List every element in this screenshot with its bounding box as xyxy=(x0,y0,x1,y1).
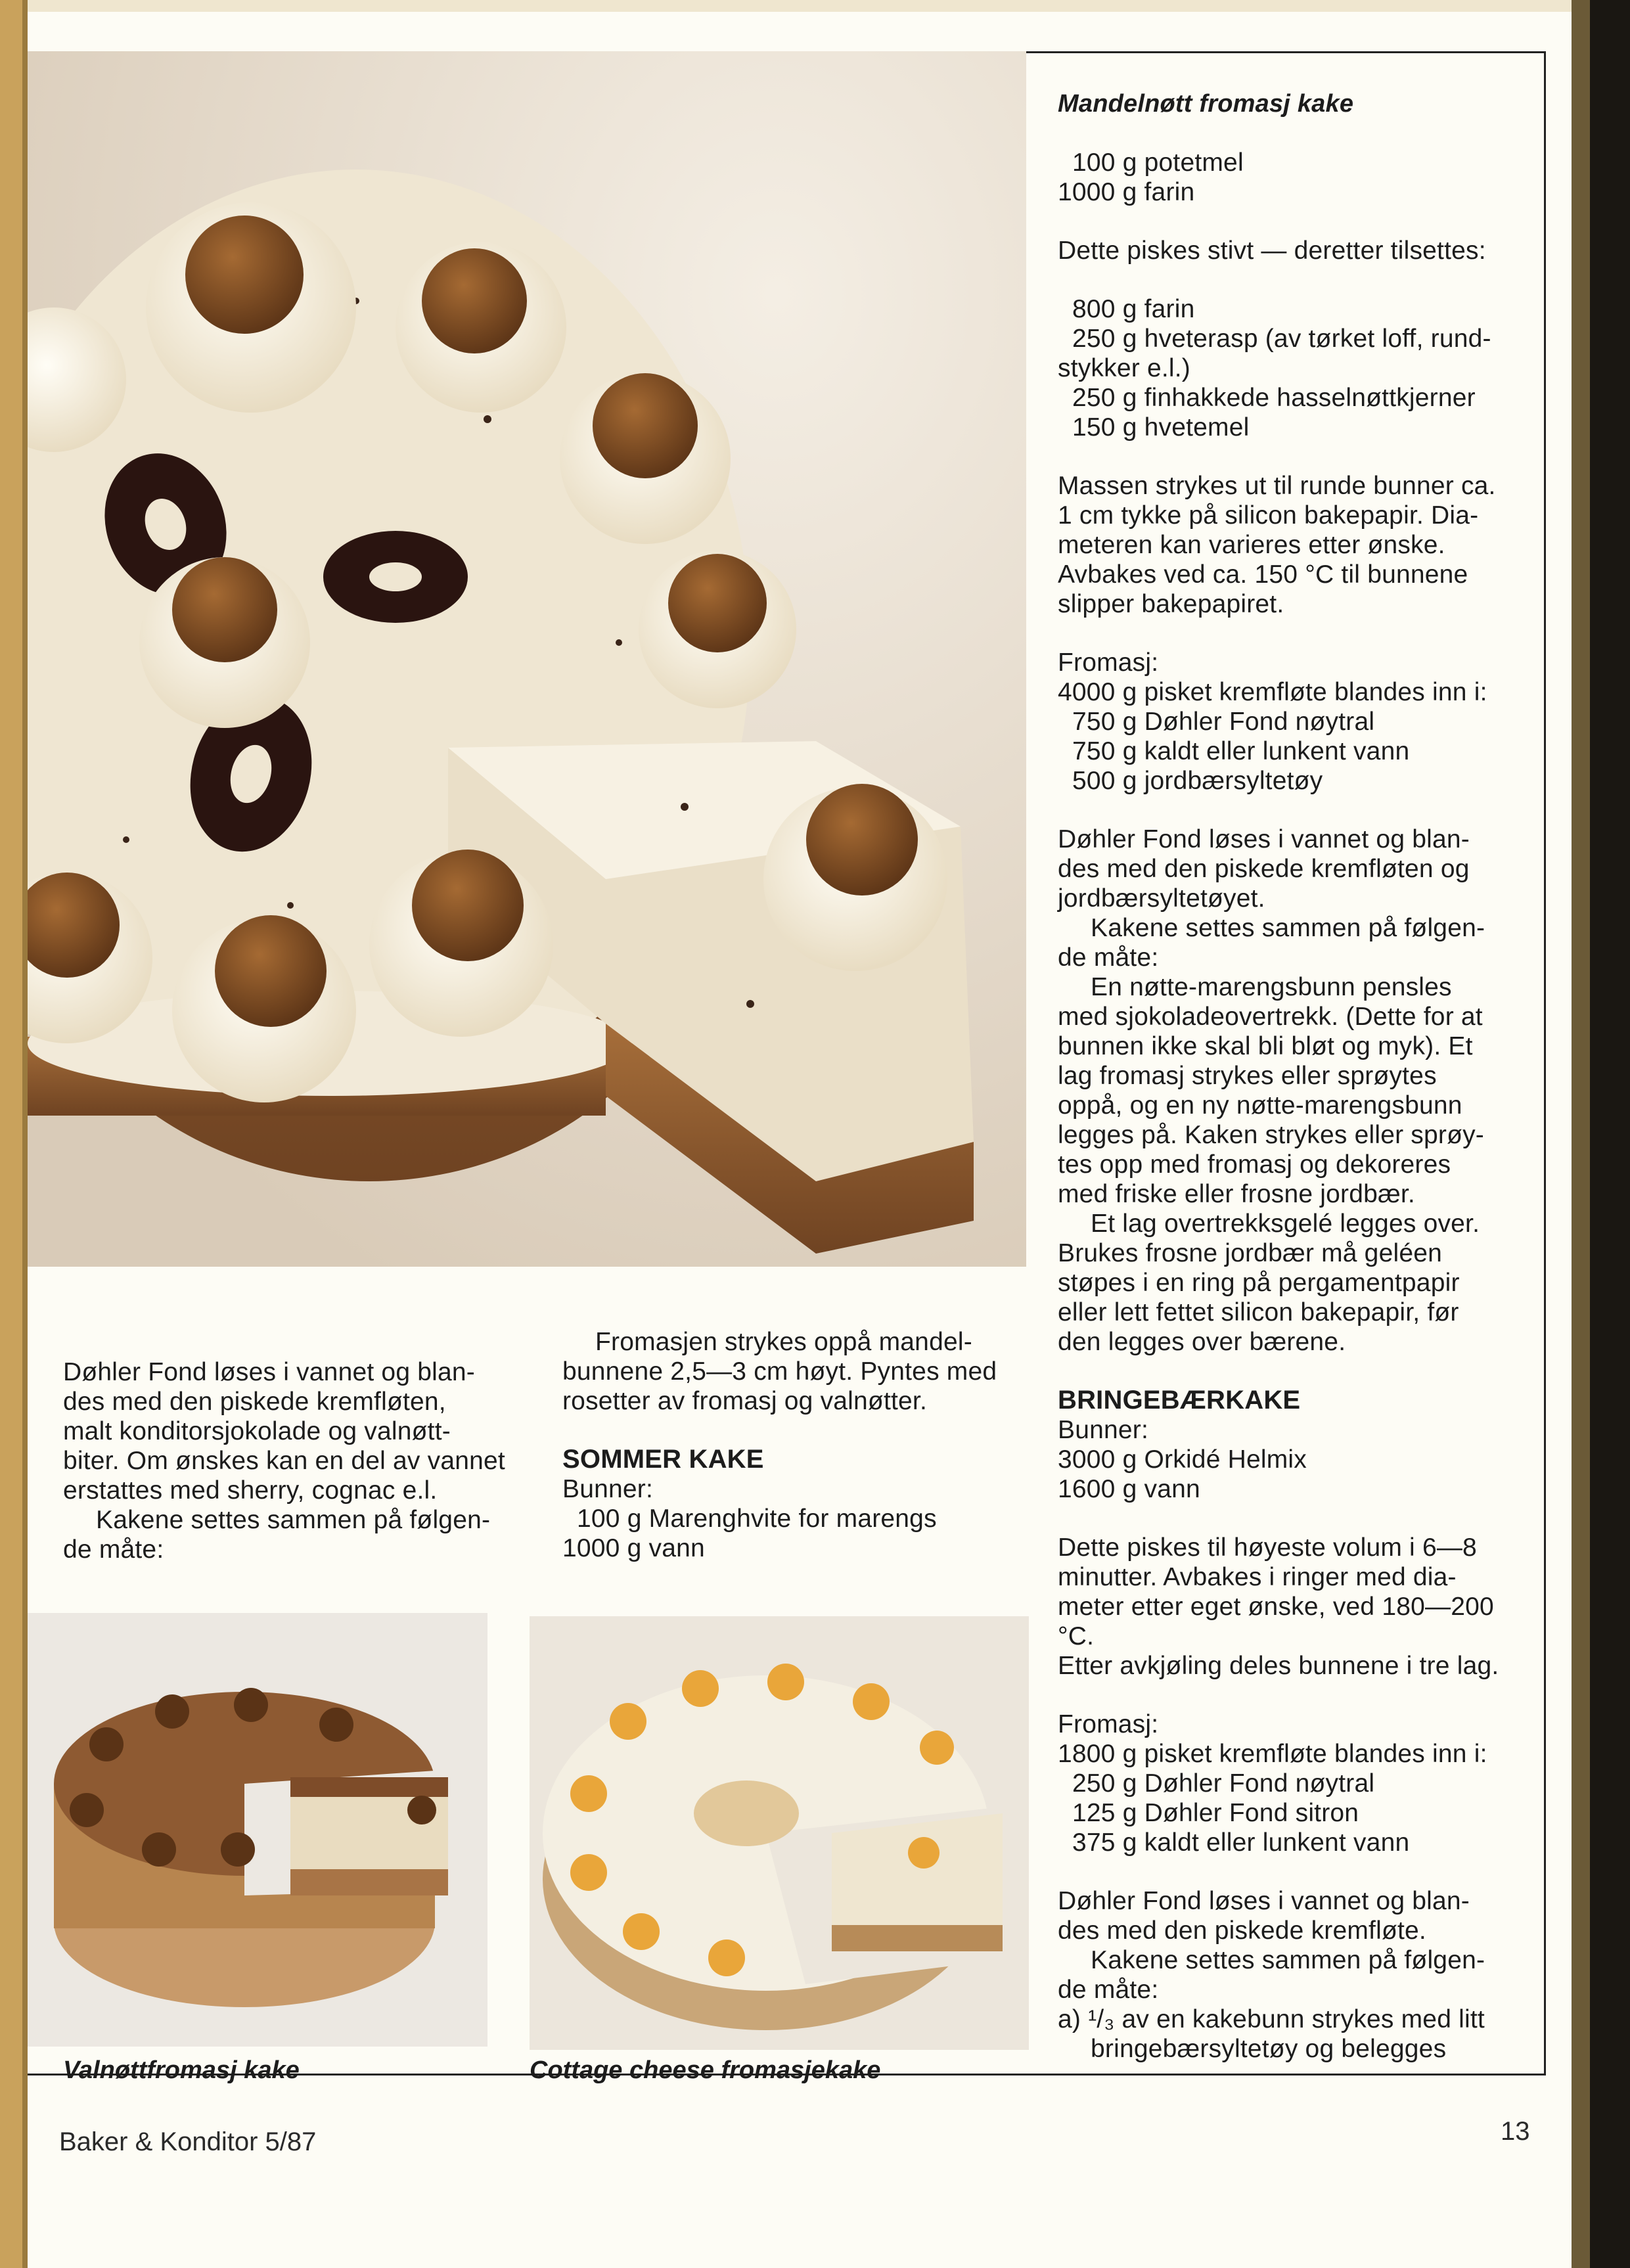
paragraph-line: Kakene settes sammen på følgen- xyxy=(1091,914,1485,942)
footer-publication: Baker & Konditor 5/87 xyxy=(59,2127,317,2156)
ingredient-line: stykker e.l.) xyxy=(1058,354,1190,382)
paragraph-line: Døhler Fond løses i vannet og blan- xyxy=(1058,1887,1470,1915)
caption-cottage-cheese: Cottage cheese fromasjekake xyxy=(530,2056,881,2084)
paragraph-line: malt konditorsjokolade og valnøtt- xyxy=(63,1417,451,1445)
caption-valnott: Valnøttfromasj kake xyxy=(63,2056,300,2084)
left-column xyxy=(63,1357,530,1564)
ingredient-line: 250 g finhakkede hasselnøttkjerner xyxy=(1072,384,1476,412)
paragraph-line: den legges over bærene. xyxy=(1058,1328,1346,1356)
paragraph-line: bunnen ikke skal bli bløt og myk). Et xyxy=(1058,1032,1473,1060)
paragraph-line: legges på. Kaken strykes eller sprøy- xyxy=(1058,1121,1484,1149)
paragraph-line: minutter. Avbakes i ringer med dia- xyxy=(1058,1563,1457,1591)
bunner-label: Bunner: xyxy=(562,1475,653,1503)
paragraph-line: meter etter eget ønske, ved 180—200 xyxy=(1058,1593,1494,1621)
fromasj-label: Fromasj: xyxy=(1058,1710,1159,1738)
ingredient-line: 750 g Døhler Fond nøytral xyxy=(1072,708,1375,736)
ingredient-line: 375 g kaldt eller lunkent vann xyxy=(1072,1828,1410,1857)
paragraph-line: de måte: xyxy=(63,1535,164,1564)
cottage-cheese-cake-photo xyxy=(530,1616,1029,2050)
paragraph-line: Døhler Fond løses i vannet og blan- xyxy=(63,1358,475,1386)
ingredient-line: 4000 g pisket kremfløte blandes inn i: xyxy=(1058,678,1487,706)
paragraph-line: jordbærsyltetøyet. xyxy=(1058,884,1265,913)
paragraph-line: Et lag overtrekksgelé legges over. xyxy=(1091,1210,1480,1238)
page-number: 13 xyxy=(1501,2117,1530,2146)
paragraph-line: des med den piskede kremfløten og xyxy=(1058,855,1470,883)
ingredient-line: 800 g farin xyxy=(1072,295,1195,323)
ingredient-line: 100 g Marenghvite for marengs xyxy=(577,1505,937,1533)
page-edge-right-shadow xyxy=(1572,0,1590,2268)
ingredient-line: 150 g hvetemel xyxy=(1072,413,1250,442)
ingredient-line: 750 g kaldt eller lunkent vann xyxy=(1072,737,1410,765)
paragraph-line: des med den piskede kremfløte. xyxy=(1058,1916,1426,1945)
recipe-title-mandelnott: Mandelnøtt fromasj kake xyxy=(1058,90,1354,118)
paragraph-line: 1 cm tykke på silicon bakepapir. Dia- xyxy=(1058,501,1479,530)
bunner-label: Bunner: xyxy=(1058,1416,1148,1444)
paragraph-line: En nøtte-marengsbunn pensles xyxy=(1091,973,1452,1001)
paragraph-line: Brukes frosne jordbær må geléen xyxy=(1058,1239,1442,1267)
paragraph-line: des med den piskede kremfløten, xyxy=(63,1388,446,1416)
ingredient-line: 1000 g vann xyxy=(562,1534,705,1562)
ingredient-line: 250 g hveterasp (av tørket loff, rund- xyxy=(1072,325,1491,353)
paragraph-line: meteren kan varieres etter ønske. xyxy=(1058,531,1445,559)
paragraph-line: erstattes med sherry, cognac e.l. xyxy=(63,1476,438,1505)
ingredient-line: 1600 g vann xyxy=(1058,1475,1200,1503)
ingredient-line: 1800 g pisket kremfløte blandes inn i: xyxy=(1058,1740,1487,1768)
paragraph-line: tes opp med fromasj og dekoreres xyxy=(1058,1150,1451,1179)
paragraph-line: Fromasjen strykes oppå mandel- xyxy=(595,1328,972,1356)
paragraph-line: lag fromasj strykes eller sprøytes xyxy=(1058,1062,1437,1090)
ingredient-line: 125 g Døhler Fond sitron xyxy=(1072,1799,1359,1827)
right-column xyxy=(1058,89,1531,2064)
page-edge-left xyxy=(0,0,22,2268)
paragraph-line: Dette piskes til høyeste volum i 6—8 xyxy=(1058,1533,1477,1562)
recipe-title-sommer-kake: SOMMER KAKE xyxy=(562,1445,764,1474)
paragraph: Dette piskes stivt — deretter tilsettes: xyxy=(1058,237,1486,265)
paragraph-line: Døhler Fond løses i vannet og blan- xyxy=(1058,825,1470,853)
paragraph-line: slipper bakepapiret. xyxy=(1058,590,1284,618)
ingredient-line: 1000 g farin xyxy=(1058,178,1195,206)
paragraph-line: støpes i en ring på pergamentpapir xyxy=(1058,1269,1460,1297)
paragraph-line: Kakene settes sammen på følgen- xyxy=(96,1506,491,1534)
page-edge-right xyxy=(1590,0,1630,2268)
paragraph-line: eller lett fettet silicon bakepapir, før xyxy=(1058,1298,1459,1327)
paragraph-line: biter. Om ønskes kan en del av vannet xyxy=(63,1447,505,1475)
ingredient-line: 500 g jordbærsyltetøy xyxy=(1072,767,1323,795)
page-edge-left-shadow xyxy=(22,0,28,2268)
paragraph-line: a) ¹/₃ av en kakebunn strykes med litt xyxy=(1058,2005,1485,2033)
paragraph-line: bunnene 2,5—3 cm høyt. Pyntes med xyxy=(562,1357,997,1386)
fromasj-label: Fromasj: xyxy=(1058,648,1159,677)
paragraph-line: Kakene settes sammen på følgen- xyxy=(1091,1946,1485,1974)
middle-column xyxy=(562,1327,1029,1563)
paragraph-line: med sjokoladeovertrekk. (Dette for at xyxy=(1058,1003,1483,1031)
paragraph-line: Massen strykes ut til runde bunner ca. xyxy=(1058,472,1496,500)
paragraph-line: de måte: xyxy=(1058,1976,1159,2004)
walnut-cake-main-photo xyxy=(28,51,1026,1267)
paragraph-line: de måte: xyxy=(1058,943,1159,972)
ingredient-line: 250 g Døhler Fond nøytral xyxy=(1072,1769,1375,1798)
paragraph-line: rosetter av fromasj og valnøtter. xyxy=(562,1387,927,1415)
ingredient-line: 3000 g Orkidé Helmix xyxy=(1058,1445,1307,1474)
paragraph-line: Avbakes ved ca. 150 °C til bunnene xyxy=(1058,560,1468,589)
recipe-title-bringebaerkake: BRINGEBÆRKAKE xyxy=(1058,1386,1301,1415)
paragraph-line: °C. xyxy=(1058,1622,1095,1650)
page-top-strip xyxy=(28,0,1572,12)
ingredient-line: 100 g potetmel xyxy=(1072,148,1244,177)
paragraph-line: Etter avkjøling deles bunnene i tre lag. xyxy=(1058,1652,1499,1680)
paragraph-line: bringebærsyltetøy og belegges xyxy=(1091,2035,1447,2063)
paragraph-line: med friske eller frosne jordbær. xyxy=(1058,1180,1415,1208)
paragraph-line: oppå, og en ny nøtte-marengsbunn xyxy=(1058,1091,1462,1120)
valnott-cake-photo xyxy=(28,1613,487,2047)
